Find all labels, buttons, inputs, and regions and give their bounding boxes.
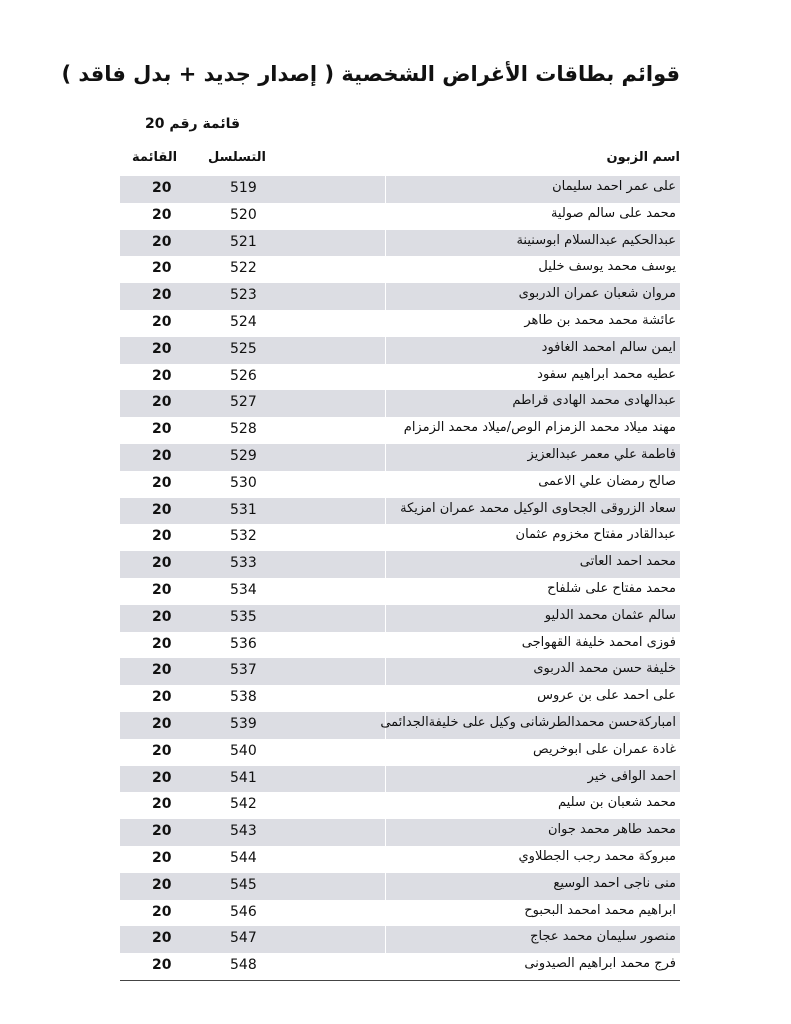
table-row — [120, 337, 680, 364]
cell-serial: 541 — [230, 769, 257, 786]
column-divider — [385, 578, 386, 605]
column-divider — [385, 658, 386, 685]
column-divider — [385, 605, 386, 632]
cell-serial: 519 — [230, 180, 257, 196]
cell-serial: 538 — [230, 689, 257, 706]
cell-serial: 537 — [230, 662, 257, 679]
table-row — [120, 551, 680, 578]
table-row — [120, 524, 680, 551]
column-divider — [385, 203, 386, 230]
header-list: القائمة — [132, 150, 178, 165]
cell-serial: 531 — [230, 501, 257, 518]
cell-list-number: 20 — [152, 313, 172, 330]
column-divider — [385, 926, 386, 953]
cell-serial: 526 — [230, 367, 257, 384]
cell-customer-name: محمد على سالم صولية — [550, 205, 676, 221]
column-divider — [385, 364, 386, 391]
cell-list-number: 20 — [152, 206, 172, 223]
header-serial: التسلسل — [208, 150, 267, 165]
table-row — [120, 846, 680, 873]
column-divider — [385, 632, 386, 659]
header-customer-name: اسم الزبون — [606, 150, 680, 165]
cell-list-number: 20 — [152, 180, 172, 196]
cell-list-number: 20 — [152, 635, 172, 652]
column-divider — [385, 953, 386, 980]
cell-list-number: 20 — [152, 528, 172, 545]
cell-list-number: 20 — [152, 715, 172, 732]
cell-customer-name: مبروكة محمد رجب الجطلاوي — [518, 848, 676, 864]
cell-customer-name: يوسف محمد يوسف خليل — [538, 259, 676, 275]
cell-customer-name: فوزى امحمد خليفة القهواجى — [521, 634, 676, 650]
table-row — [120, 766, 680, 793]
table-row — [120, 578, 680, 605]
cell-list-number: 20 — [152, 555, 172, 572]
customer-table — [120, 176, 680, 980]
cell-serial: 523 — [230, 287, 257, 304]
cell-customer-name: خليفة حسن محمد الدربوى — [533, 661, 676, 677]
cell-customer-name: محمد احمد العاتى — [579, 554, 676, 570]
table-row — [120, 685, 680, 712]
table-row — [120, 658, 680, 685]
table-row — [120, 364, 680, 391]
column-divider — [385, 551, 386, 578]
cell-list-number: 20 — [152, 421, 172, 438]
cell-list-number: 20 — [152, 957, 172, 974]
cell-customer-name: صالح رمضان علي الاعمى — [538, 473, 676, 489]
cell-serial: 534 — [230, 581, 257, 598]
cell-customer-name: سعاد الزروقى الجحاوى الوكيل محمد عمران امزيكة — [400, 500, 676, 516]
table-row — [120, 605, 680, 632]
cell-customer-name: ابراهيم محمد امحمد البحبوح — [524, 902, 676, 918]
cell-list-number: 20 — [152, 689, 172, 706]
table-row — [120, 230, 680, 257]
table-row — [120, 310, 680, 337]
cell-customer-name: على عمر احمد سليمان — [552, 179, 676, 194]
cell-list-number: 20 — [152, 394, 172, 411]
table-row — [120, 712, 680, 739]
cell-serial: 539 — [230, 715, 257, 732]
cell-list-number: 20 — [152, 608, 172, 625]
column-divider — [385, 417, 386, 444]
cell-list-number: 20 — [152, 367, 172, 384]
table-row — [120, 739, 680, 766]
cell-serial: 520 — [230, 206, 257, 223]
table-row — [120, 819, 680, 846]
cell-customer-name: ايمن سالم امحمد الغافود — [541, 339, 676, 355]
table-row — [120, 283, 680, 310]
cell-customer-name: منى ناجى احمد الوسيع — [553, 875, 676, 891]
column-divider — [385, 230, 386, 257]
cell-list-number: 20 — [152, 233, 172, 250]
column-divider — [385, 471, 386, 498]
table-row — [120, 444, 680, 471]
table-row — [120, 390, 680, 417]
column-divider — [385, 524, 386, 551]
cell-list-number: 20 — [152, 849, 172, 866]
cell-serial: 535 — [230, 608, 257, 625]
column-divider — [385, 444, 386, 471]
cell-customer-name: فرج محمد ابراهيم الصيدونى — [524, 956, 676, 972]
cell-list-number: 20 — [152, 581, 172, 598]
table-row — [120, 632, 680, 659]
cell-list-number: 20 — [152, 287, 172, 304]
cell-serial: 548 — [230, 957, 257, 974]
cell-list-number: 20 — [152, 930, 172, 947]
cell-serial: 532 — [230, 528, 257, 545]
column-divider — [385, 498, 386, 525]
table-header — [110, 150, 680, 170]
cell-list-number: 20 — [152, 662, 172, 679]
cell-list-number: 20 — [152, 876, 172, 893]
column-divider — [385, 846, 386, 873]
cell-customer-name: احمد الوافى خير — [587, 768, 676, 784]
table-row — [120, 926, 680, 953]
cell-customer-name: عبدالقادر مفتاح مخزوم عثمان — [515, 527, 676, 543]
column-divider — [385, 873, 386, 900]
table-row — [120, 256, 680, 283]
cell-customer-name: محمد طاهر محمد جوان — [547, 822, 676, 838]
cell-serial: 530 — [230, 474, 257, 491]
cell-serial: 522 — [230, 260, 257, 277]
table-row — [120, 176, 680, 203]
column-divider — [385, 900, 386, 927]
cell-serial: 542 — [230, 796, 257, 813]
cell-list-number: 20 — [152, 260, 172, 277]
page-title: قوائم بطاقات الأغراض الشخصية ( إصدار جديد + بدل فاقد ) — [61, 62, 680, 86]
cell-list-number: 20 — [152, 501, 172, 518]
cell-customer-name: عائشة محمد محمد بن طاهر — [524, 312, 676, 328]
table-row — [120, 417, 680, 444]
cell-customer-name: مروان شعبان عمران الدربوى — [518, 286, 676, 302]
cell-customer-name: غادة عمران على ابوخريص — [533, 741, 676, 757]
cell-serial: 528 — [230, 421, 257, 438]
cell-customer-name: محمد شعبان بن سليم — [558, 795, 676, 811]
cell-customer-name: مهند ميلاد محمد الزمزام الوص/ميلاد محمد الزمزام — [403, 420, 676, 436]
column-divider — [385, 176, 386, 203]
cell-serial: 544 — [230, 849, 257, 866]
cell-serial: 543 — [230, 823, 257, 840]
cell-list-number: 20 — [152, 903, 172, 920]
cell-serial: 521 — [230, 233, 257, 250]
cell-serial: 546 — [230, 903, 257, 920]
cell-list-number: 20 — [152, 474, 172, 491]
cell-serial: 524 — [230, 313, 257, 330]
column-divider — [385, 256, 386, 283]
cell-list-number: 20 — [152, 769, 172, 786]
cell-list-number: 20 — [152, 796, 172, 813]
cell-customer-name: على احمد على بن عروس — [537, 688, 676, 704]
table-row — [120, 953, 680, 980]
column-divider — [385, 390, 386, 417]
cell-serial: 529 — [230, 447, 257, 464]
column-divider — [385, 283, 386, 310]
column-divider — [385, 337, 386, 364]
cell-customer-name: عطيه محمد ابراهيم سفود — [537, 366, 676, 382]
cell-list-number: 20 — [152, 340, 172, 357]
table-bottom-divider — [120, 980, 680, 981]
cell-serial: 547 — [230, 930, 257, 947]
cell-customer-name: امباركةحسن محمدالطرشانى وكيل على خليفةالجدائمى — [380, 714, 676, 730]
column-divider — [385, 792, 386, 819]
cell-serial: 525 — [230, 340, 257, 357]
table-row — [120, 471, 680, 498]
cell-customer-name: محمد مفتاح على شلفاح — [547, 580, 676, 596]
table-row — [120, 792, 680, 819]
cell-serial: 527 — [230, 394, 257, 411]
column-divider — [385, 819, 386, 846]
cell-list-number: 20 — [152, 447, 172, 464]
cell-serial: 533 — [230, 555, 257, 572]
table-row — [120, 900, 680, 927]
table-row — [120, 498, 680, 525]
cell-customer-name: منصور سليمان محمد عجاج — [530, 929, 676, 945]
column-divider — [385, 739, 386, 766]
cell-serial: 540 — [230, 742, 257, 759]
cell-serial: 545 — [230, 876, 257, 893]
cell-customer-name: عبدالحكيم عبدالسلام ابوسنينة — [516, 232, 676, 248]
cell-customer-name: سالم عثمان محمد الدليو — [544, 607, 676, 623]
table-row — [120, 873, 680, 900]
cell-serial: 536 — [230, 635, 257, 652]
cell-list-number: 20 — [152, 823, 172, 840]
list-number-label: قائمة رقم 20 — [145, 116, 240, 132]
column-divider — [385, 685, 386, 712]
cell-list-number: 20 — [152, 742, 172, 759]
column-divider — [385, 766, 386, 793]
cell-customer-name: فاطمة علي معمر عبدالعزيز — [527, 446, 676, 462]
column-divider — [385, 310, 386, 337]
cell-customer-name: عبدالهادى محمد الهادى قراطم — [512, 393, 676, 409]
table-row — [120, 203, 680, 230]
